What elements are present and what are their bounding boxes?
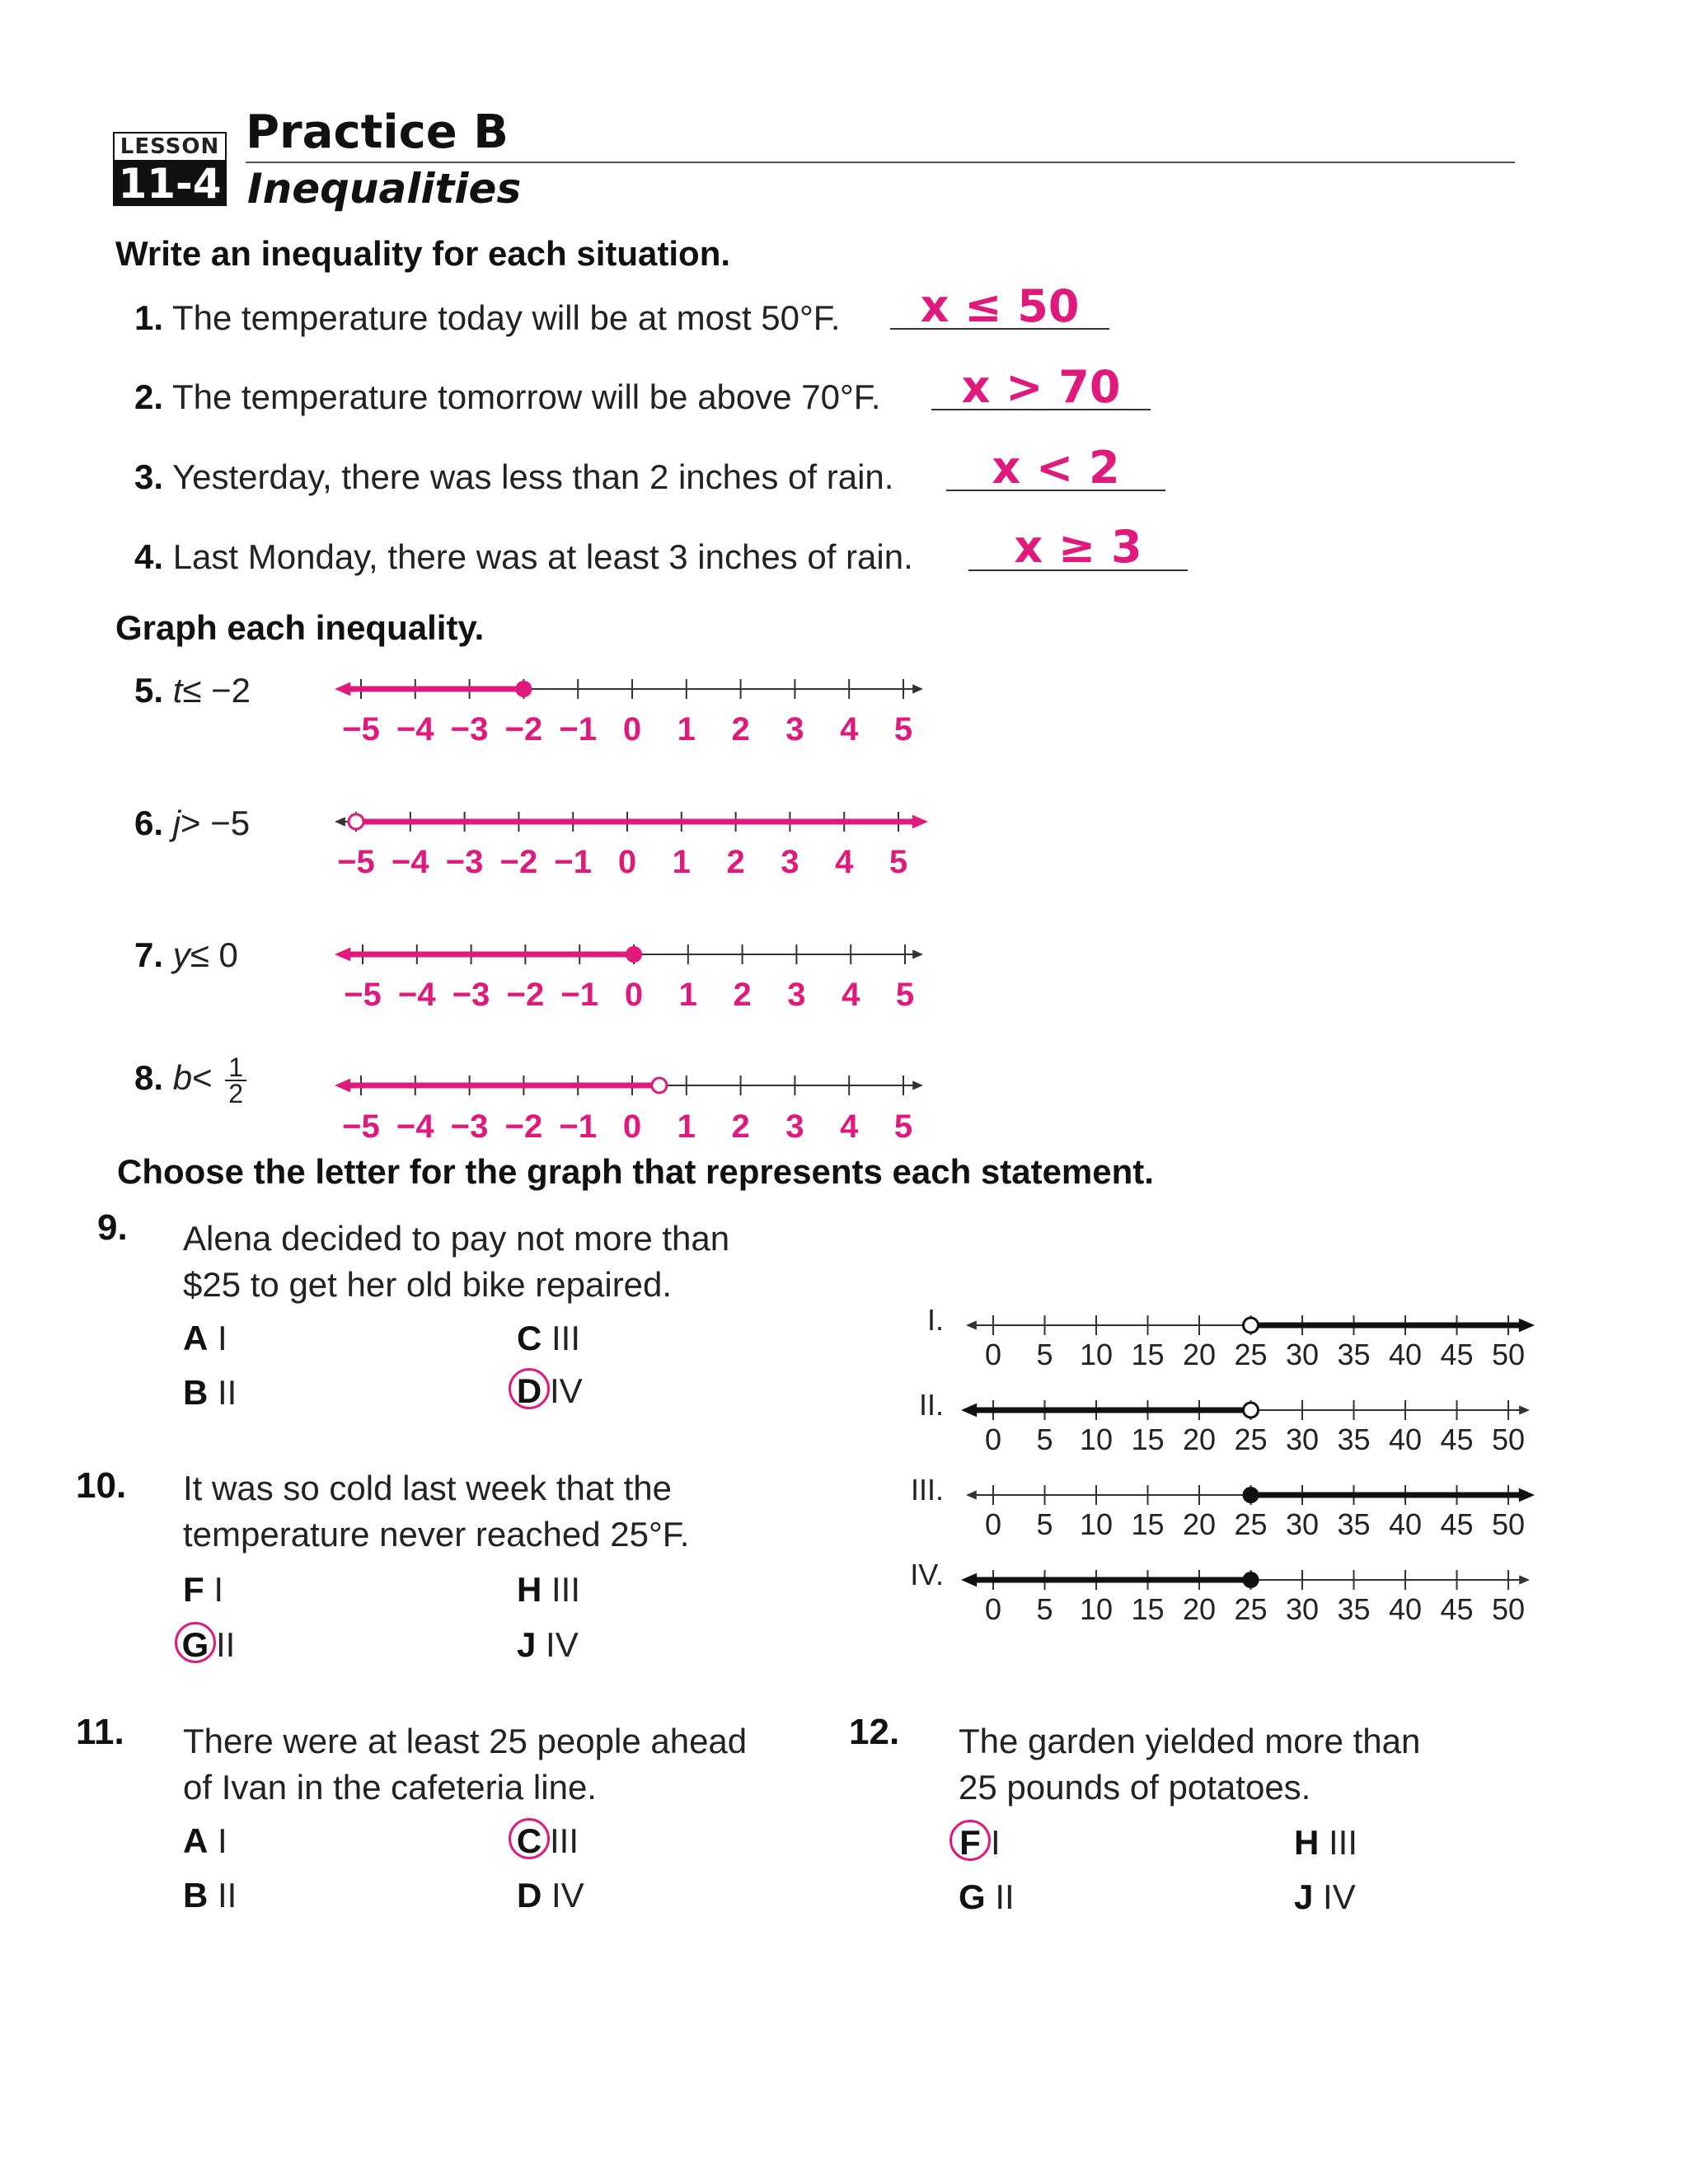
- choice-9-A[interactable]: A I: [183, 1319, 227, 1357]
- choice-9-C[interactable]: C III: [517, 1319, 581, 1357]
- tick-label: −1: [559, 711, 598, 748]
- closed-point: [1243, 1487, 1259, 1503]
- fraction: $\frac{1}{2}$: [225, 1055, 246, 1106]
- arrow-head: [335, 682, 350, 696]
- tick-label: 5: [1036, 1507, 1053, 1541]
- tick-label: 5: [889, 844, 908, 880]
- answer-circle: C: [509, 1818, 550, 1859]
- arrow-head: [335, 817, 345, 826]
- tick-label: −1: [554, 844, 593, 880]
- question-10-text: It was so cold last week that the temperature never reached 25°F.: [183, 1469, 690, 1554]
- answer-circle: D: [509, 1368, 550, 1409]
- tick-label: 50: [1491, 1507, 1526, 1541]
- tick-label: 45: [1440, 1507, 1474, 1541]
- page-title: Practice B: [246, 105, 509, 159]
- tick-label: 40: [1388, 1592, 1423, 1626]
- tick-label: 35: [1337, 1507, 1371, 1541]
- answer-2: x > 70: [961, 361, 1121, 413]
- question-number: 2.: [134, 377, 164, 416]
- tick-label: 1: [678, 977, 697, 1013]
- question-number-11: 11.: [76, 1712, 124, 1752]
- tick-label: 0: [984, 1592, 1002, 1626]
- answer-4: x ≥ 3: [1014, 521, 1142, 573]
- tick-label: 1: [677, 711, 696, 748]
- arrow-head: [912, 684, 923, 693]
- tick-label: −5: [342, 1108, 380, 1145]
- choice-10-H[interactable]: H III: [517, 1570, 581, 1609]
- tick-label: 4: [835, 844, 854, 880]
- tick-label: 15: [1131, 1422, 1165, 1456]
- choice-12-H[interactable]: H III: [1294, 1823, 1358, 1862]
- answer-circle: G: [175, 1622, 216, 1663]
- tick-label: −3: [450, 1108, 489, 1145]
- tick-label: 4: [840, 1108, 859, 1145]
- tick-label: 20: [1182, 1592, 1217, 1626]
- tick-label: 25: [1234, 1422, 1268, 1456]
- tick-label: 15: [1131, 1507, 1165, 1541]
- tick-label: 5: [893, 1108, 913, 1145]
- tick-label: 5: [1036, 1422, 1053, 1456]
- tick-label: −2: [506, 977, 545, 1013]
- tick-label: −2: [504, 711, 543, 748]
- inequality-5: 5. t≤ −2: [134, 671, 251, 710]
- page-subtitle: Inequalities: [247, 165, 522, 213]
- tick-label: 40: [1388, 1338, 1423, 1371]
- answer-circle: F: [950, 1820, 991, 1861]
- tick-label: 30: [1285, 1338, 1320, 1371]
- tick-label: 10: [1079, 1422, 1114, 1456]
- tick-label: 20: [1182, 1422, 1217, 1456]
- graph-roman-label: I.: [926, 1303, 944, 1337]
- arrow-head: [1519, 1319, 1535, 1333]
- graph-roman-label: IV.: [910, 1558, 944, 1591]
- tick-label: 45: [1440, 1592, 1474, 1626]
- tick-label: −3: [452, 977, 490, 1013]
- arrow-head: [1519, 1405, 1530, 1414]
- tick-label: 3: [785, 1108, 804, 1145]
- section1-heading: Write an inequality for each situation.: [115, 234, 731, 273]
- tick-label: 40: [1388, 1422, 1423, 1456]
- tick-label: −5: [342, 711, 380, 748]
- tick-label: 0: [984, 1507, 1002, 1541]
- tick-label: 0: [622, 1108, 642, 1145]
- question-12-text: The garden yielded more than 25 pounds of potatoes.: [959, 1722, 1421, 1807]
- tick-label: 50: [1491, 1422, 1526, 1456]
- tick-label: −2: [499, 844, 538, 880]
- choice-11-D[interactable]: D IV: [517, 1876, 584, 1915]
- graph-roman-label: II.: [918, 1388, 944, 1422]
- arrow-head: [335, 1079, 350, 1093]
- arrow-head: [966, 1490, 977, 1499]
- tick-label: 45: [1440, 1338, 1474, 1371]
- arrow-head: [912, 949, 923, 958]
- arrow-head: [912, 1080, 923, 1090]
- tick-label: 2: [726, 844, 745, 880]
- tick-label: 20: [1182, 1507, 1217, 1541]
- tick-label: 0: [984, 1422, 1002, 1456]
- open-point: [1244, 1403, 1259, 1418]
- choice-12-F-selected[interactable]: F I: [950, 1820, 1001, 1863]
- lesson-label: LESSON: [113, 132, 227, 162]
- tick-label: 1: [672, 844, 691, 880]
- choice-11-A[interactable]: A I: [183, 1821, 227, 1860]
- graph-roman-label: III.: [910, 1473, 944, 1507]
- arrow-head: [1519, 1488, 1535, 1502]
- open-point: [1244, 1318, 1259, 1333]
- tick-label: 2: [733, 977, 752, 1013]
- tick-label: −5: [337, 844, 375, 880]
- arrow-head: [912, 815, 928, 829]
- tick-label: −3: [445, 844, 484, 880]
- question-number-9: 9.: [97, 1207, 128, 1248]
- choice-10-F[interactable]: F I: [183, 1570, 223, 1609]
- lesson-number: 11-4: [113, 162, 227, 206]
- tick-label: 3: [785, 711, 804, 748]
- tick-label: 1: [677, 1108, 696, 1145]
- tick-label: 3: [781, 844, 799, 880]
- arrow-head: [335, 948, 350, 962]
- tick-label: 10: [1079, 1507, 1114, 1541]
- arrow-head: [961, 1404, 977, 1418]
- tick-label: −4: [396, 711, 434, 748]
- tick-label: 50: [1491, 1592, 1526, 1626]
- choice-9-B[interactable]: B II: [183, 1373, 237, 1412]
- tick-label: 5: [895, 977, 915, 1013]
- tick-label: −5: [344, 977, 382, 1013]
- tick-label: 35: [1337, 1422, 1371, 1456]
- tick-label: −2: [504, 1108, 543, 1145]
- question-number: 3.: [134, 457, 164, 496]
- choice-11-B[interactable]: B II: [183, 1876, 237, 1915]
- tick-label: 5: [1036, 1592, 1053, 1626]
- tick-label: 40: [1388, 1507, 1423, 1541]
- tick-label: −1: [560, 977, 599, 1013]
- choice-12-G[interactable]: G II: [959, 1877, 1015, 1916]
- arrow-head: [1519, 1575, 1530, 1584]
- choice-10-G-selected[interactable]: G II: [175, 1622, 235, 1665]
- tick-label: −3: [450, 711, 489, 748]
- tick-label: 0: [617, 844, 637, 880]
- question-number: 4.: [134, 537, 164, 576]
- tick-label: 45: [1440, 1422, 1474, 1456]
- tick-label: 25: [1234, 1507, 1268, 1541]
- tick-label: 4: [842, 977, 860, 1013]
- tick-label: 15: [1131, 1338, 1165, 1371]
- tick-label: 0: [984, 1338, 1002, 1371]
- inequality-7: 7. y≤ 0: [134, 935, 238, 974]
- answer-1: x ≤ 50: [920, 280, 1080, 332]
- open-point: [652, 1078, 667, 1093]
- section3-heading: Choose the letter for the graph that represents each statement.: [117, 1152, 1154, 1191]
- tick-label: 25: [1234, 1592, 1268, 1626]
- answer-3: x < 2: [992, 442, 1120, 494]
- closed-point: [1243, 1572, 1259, 1588]
- closed-point: [626, 946, 642, 963]
- question-text: The temperature today will be at most 50°F.: [171, 298, 841, 337]
- tick-label: −4: [396, 1108, 434, 1145]
- tick-label: 50: [1491, 1338, 1526, 1371]
- closed-point: [515, 681, 532, 697]
- question-9-text: Alena decided to pay not more than $25 to get her old bike repaired.: [183, 1219, 730, 1304]
- tick-label: 20: [1182, 1338, 1217, 1371]
- tick-label: 4: [840, 711, 859, 748]
- question-number-12: 12.: [849, 1712, 900, 1752]
- inequality-6: 6. j> −5: [134, 804, 251, 842]
- question-number: 1.: [134, 298, 164, 337]
- open-point: [349, 814, 363, 829]
- choice-9-D-selected[interactable]: D IV: [509, 1368, 583, 1411]
- question-11-text: There were at least 25 people ahead of Ivan in the cafeteria line.: [183, 1722, 748, 1807]
- tick-label: 10: [1079, 1592, 1114, 1626]
- tick-label: 3: [787, 977, 806, 1013]
- tick-label: 15: [1131, 1592, 1165, 1626]
- tick-label: 5: [893, 711, 913, 748]
- section2-heading: Graph each inequality.: [115, 608, 485, 647]
- tick-label: 30: [1285, 1422, 1320, 1456]
- tick-label: −1: [559, 1108, 598, 1145]
- tick-label: 2: [731, 711, 750, 748]
- tick-label: 35: [1337, 1338, 1371, 1371]
- tick-label: −4: [397, 977, 436, 1013]
- arrow-head: [966, 1320, 977, 1329]
- question-text: The temperature tomorrow will be above 70°F.: [171, 377, 881, 416]
- tick-label: −4: [391, 844, 429, 880]
- arrow-head: [961, 1573, 977, 1587]
- tick-label: 35: [1337, 1592, 1371, 1626]
- question-text: Yesterday, there was less than 2 inches of rain.: [171, 457, 894, 496]
- tick-label: 30: [1285, 1592, 1320, 1626]
- tick-label: 25: [1234, 1338, 1268, 1371]
- question-number-10: 10.: [76, 1465, 127, 1506]
- tick-label: 5: [1036, 1338, 1053, 1371]
- inequality-8: 8. b< $\frac{1}{2}$: [134, 1055, 246, 1106]
- choice-10-J[interactable]: J IV: [517, 1625, 579, 1664]
- tick-label: 0: [622, 711, 642, 748]
- tick-label: 10: [1079, 1338, 1114, 1371]
- tick-label: 2: [731, 1108, 750, 1145]
- choice-11-C-selected[interactable]: C III: [509, 1818, 579, 1861]
- tick-label: 0: [624, 977, 644, 1013]
- question-text: Last Monday, there was at least 3 inches of rain.: [172, 537, 913, 576]
- choice-12-J[interactable]: J IV: [1294, 1877, 1356, 1916]
- tick-label: 30: [1285, 1507, 1320, 1541]
